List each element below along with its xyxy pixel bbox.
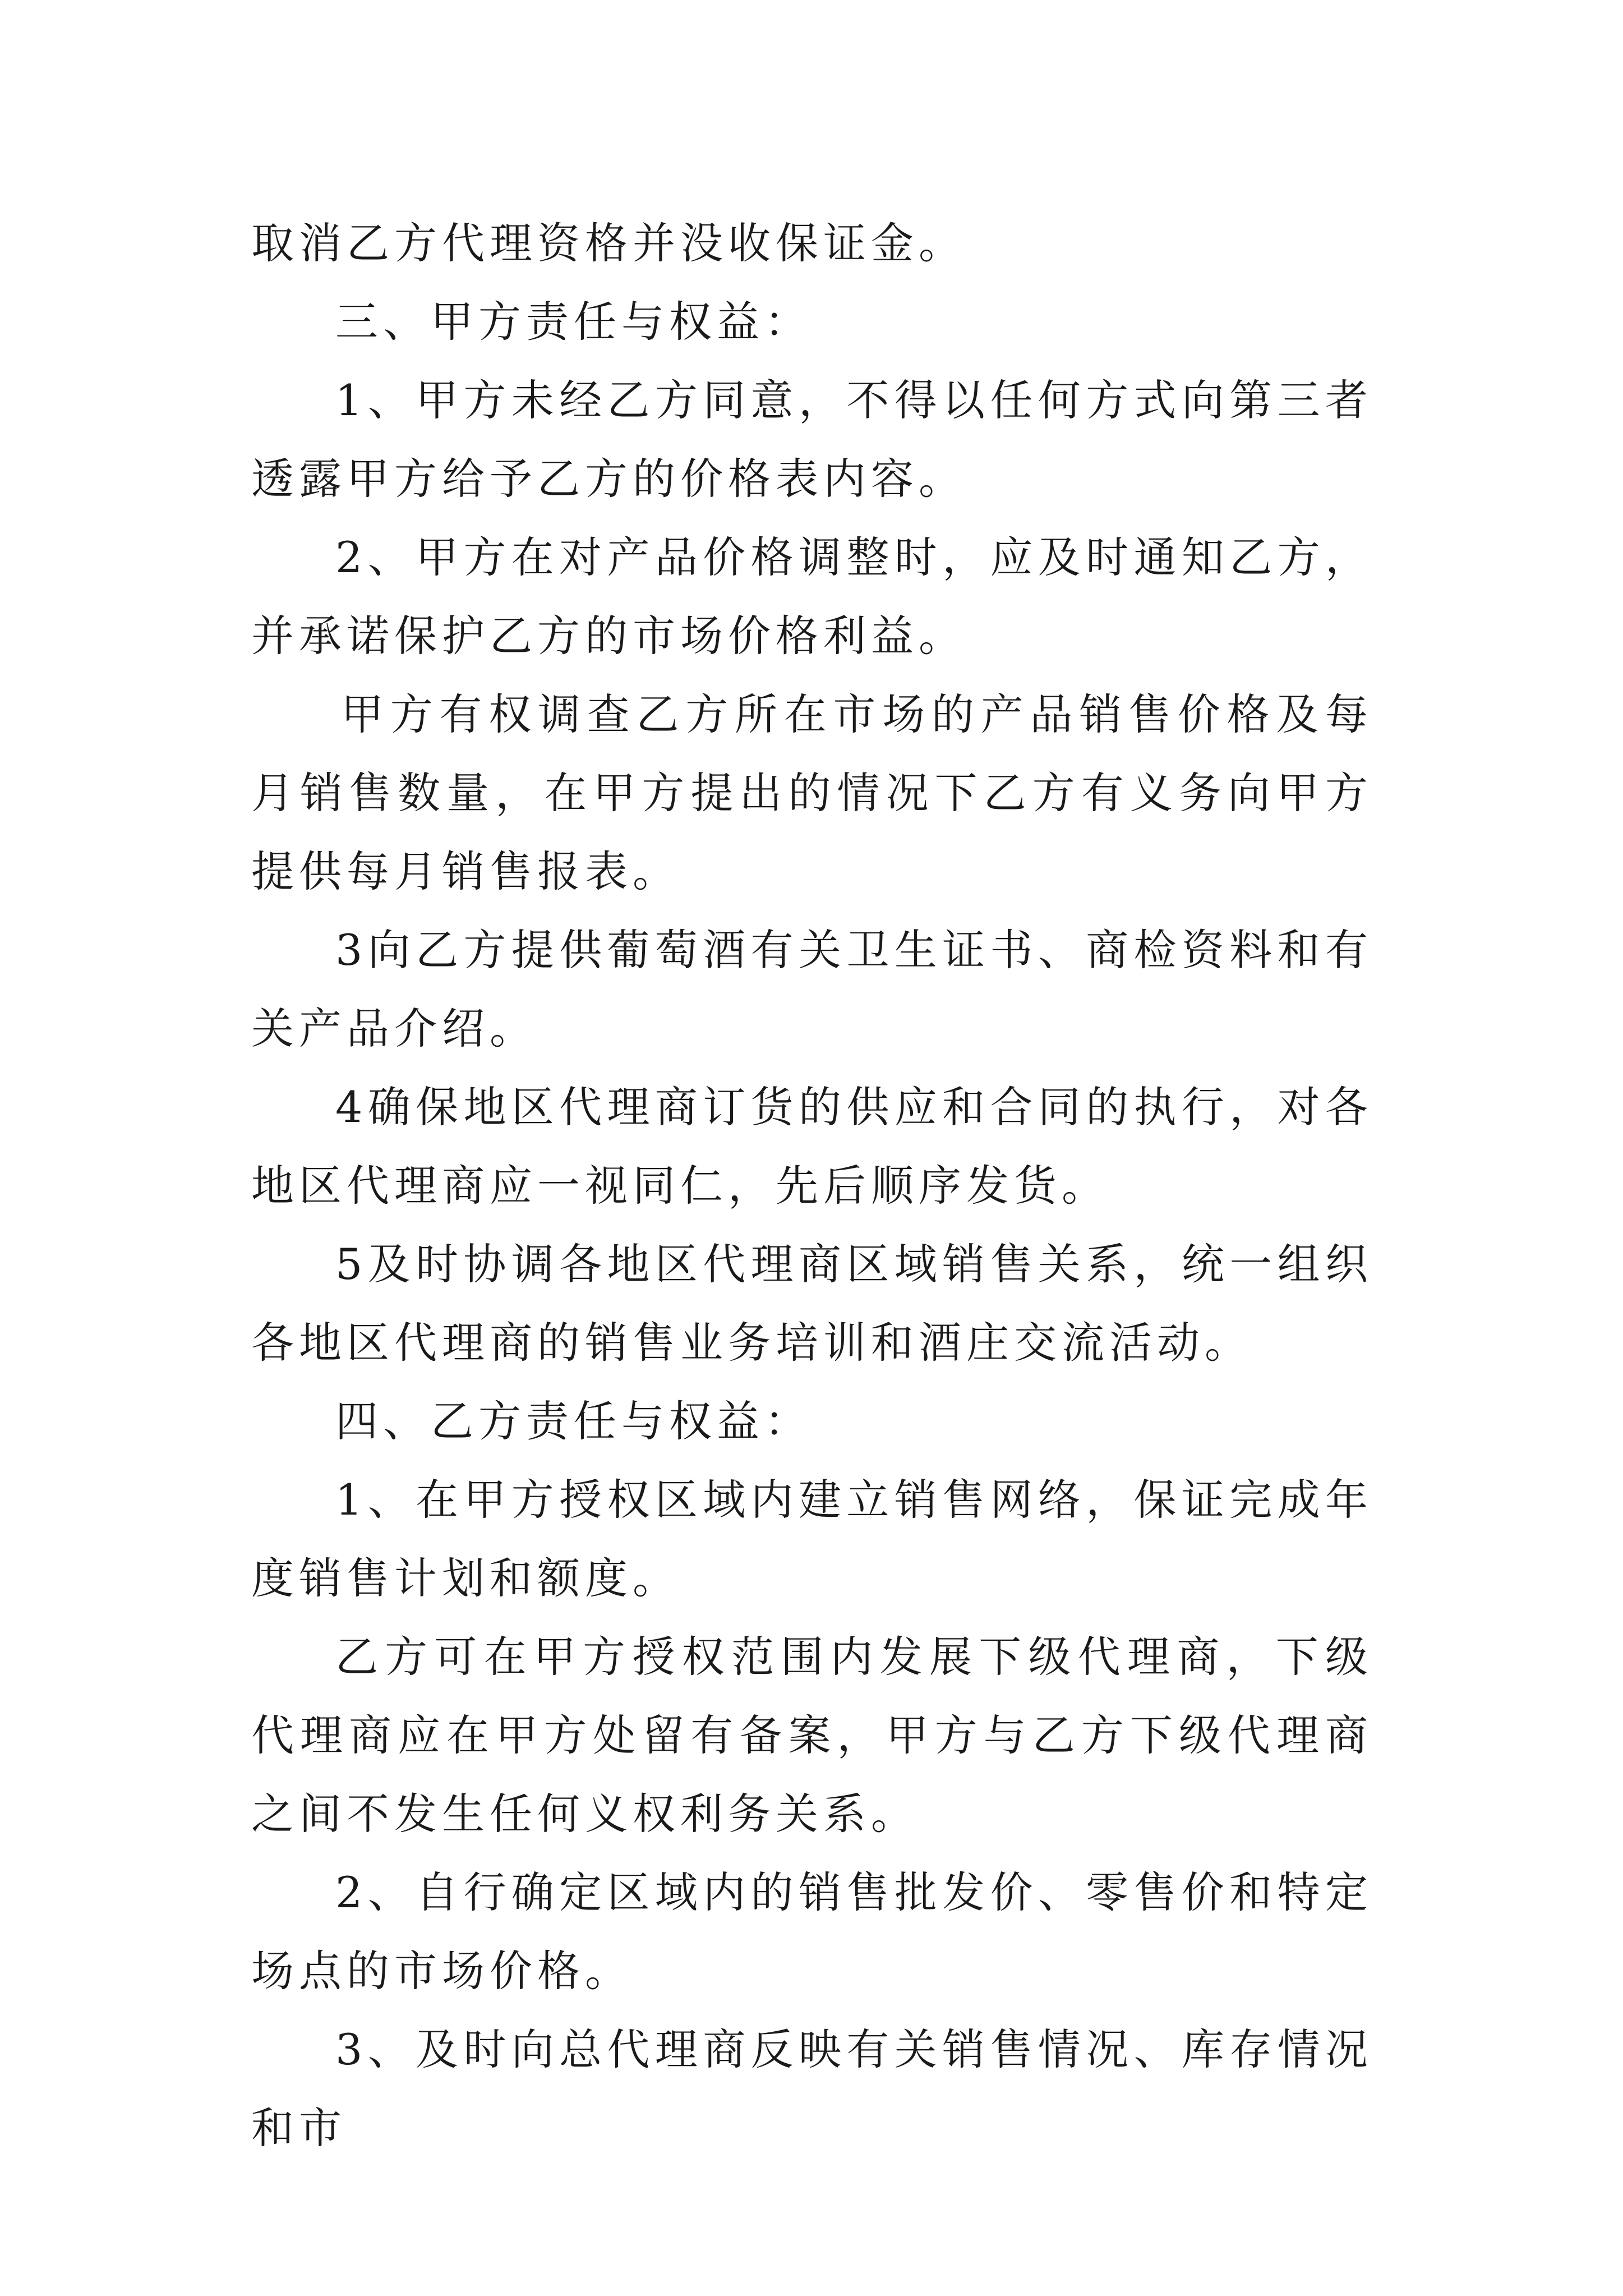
paragraph-1: 取消乙方代理资格并没收保证金。: [251, 218, 966, 268]
clause-4-2: 2、自行确定区域内的销售批发价、零售价和特定场点的市场价格。: [251, 1867, 1373, 1996]
clause-4-1-note: 乙方可在甲方授权范围内发展下级代理商，下级代理商应在甲方处留有备案，甲方与乙方下级代理商之间不发生任何义权利务关系。: [251, 1632, 1373, 1839]
section-heading-4: 四、乙方责任与权益：: [335, 1396, 812, 1446]
section-heading-3: 三、甲方责任与权益：: [335, 297, 812, 347]
clause-3-3: 3向乙方提供葡萄酒有关卫生证书、商检资料和有关产品介绍。: [251, 925, 1373, 1053]
clause-3-2: 2、甲方在对产品价格调整时，应及时通知乙方，并承诺保护乙方的市场价格利益。: [251, 532, 1373, 661]
clause-3-4: 4确保地区代理商订货的供应和合同的执行，对各地区代理商应一视同仁，先后顺序发货。: [251, 1082, 1373, 1211]
clause-3-1: 1、甲方未经乙方同意，不得以任何方式向第三者透露甲方给予乙方的价格表内容。: [251, 375, 1373, 504]
document-body: [251, 204, 1373, 2168]
clause-3-2-note: 甲方有权调查乙方所在市场的产品销售价格及每月销售数量，在甲方提出的情况下乙方有义务向甲方提供每月销售报表。: [251, 689, 1373, 896]
clause-3-5: 5及时协调各地区代理商区域销售关系，统一组织各地区代理商的销售业务培训和酒庄交流活动。: [251, 1239, 1373, 1368]
clause-4-1: 1、在甲方授权区域内建立销售网络，保证完成年度销售计划和额度。: [251, 1475, 1373, 1603]
clause-4-3: 3、及时向总代理商反映有关销售情况、库存情况和市: [251, 2024, 1373, 2153]
